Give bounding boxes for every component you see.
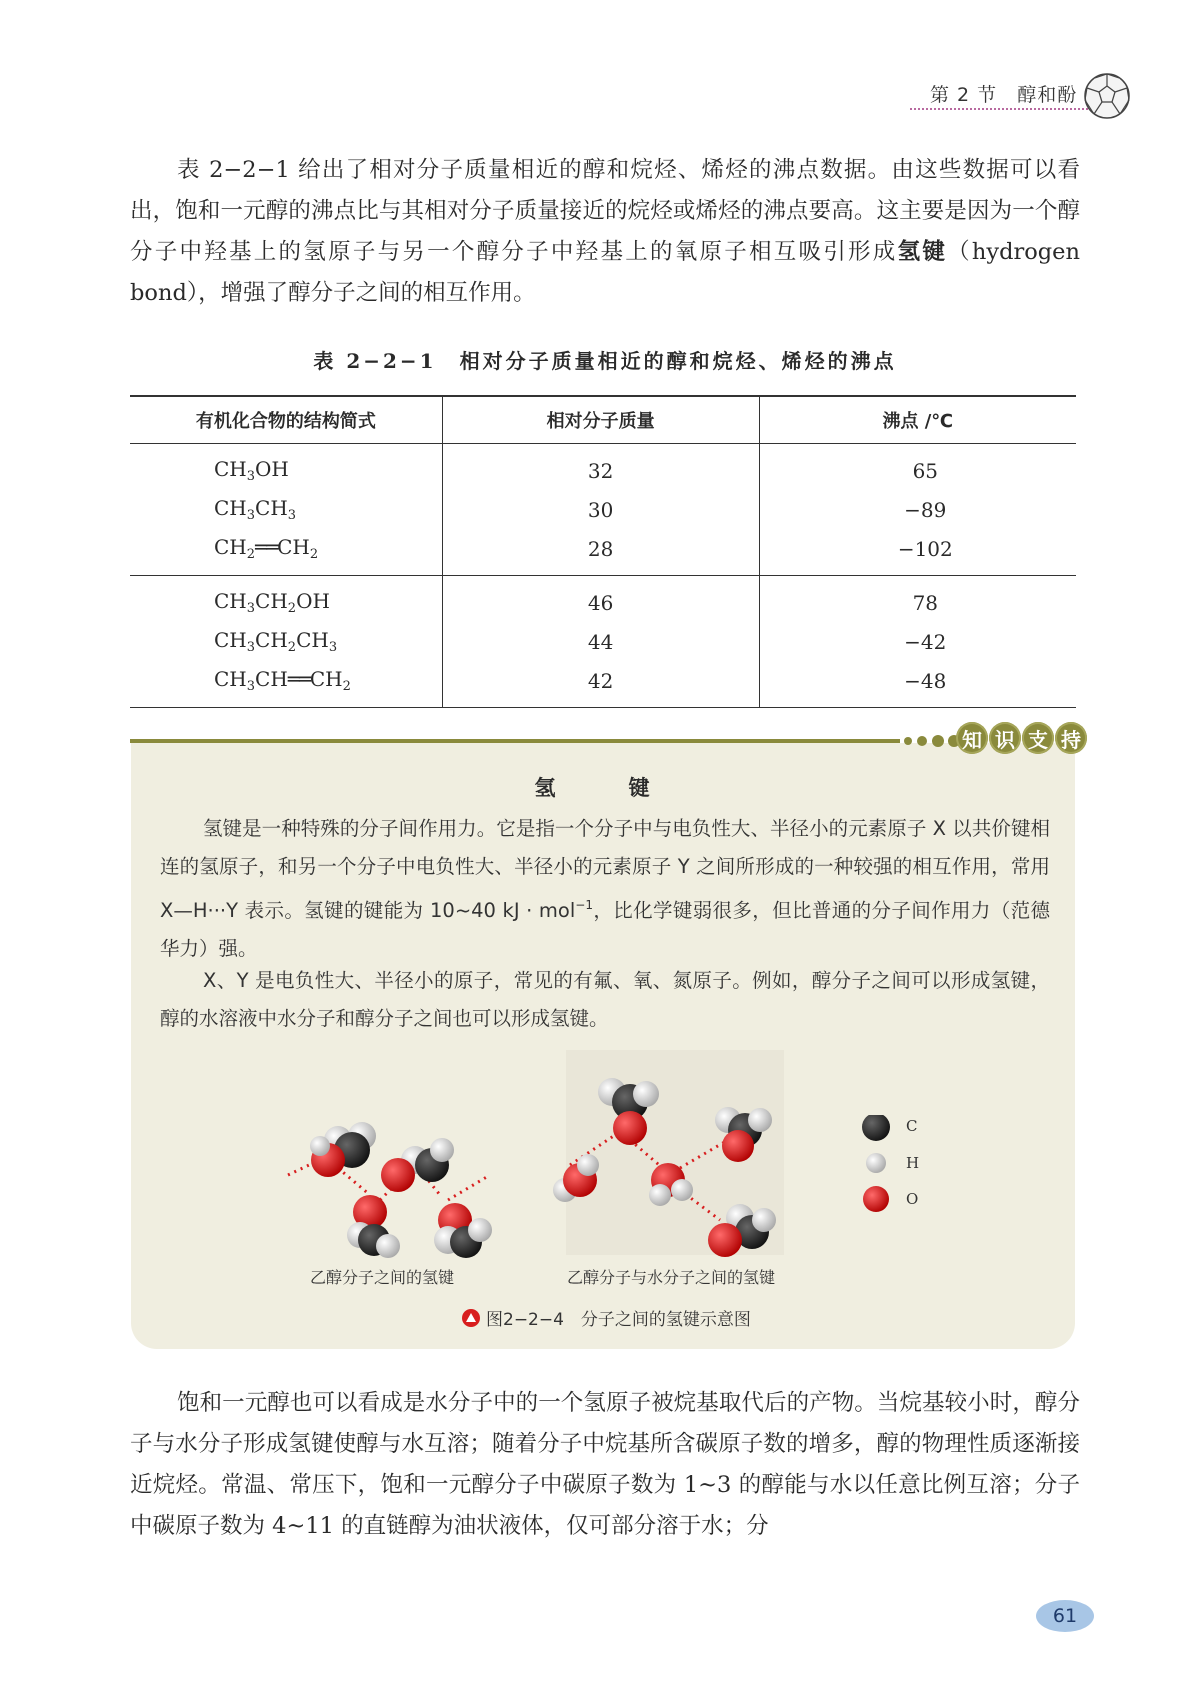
legend-label-c: C (906, 1117, 918, 1135)
knowledge-support-badge: 知 识 支 持 (956, 722, 1087, 754)
bp-cell: −48 (759, 661, 1076, 708)
formula-cell: $CH_3CH_2OH$ (214, 589, 330, 616)
ethanol-molecule-2 (381, 1138, 454, 1192)
fullerene-icon (1083, 72, 1131, 120)
hydrogen-icon (866, 1153, 886, 1173)
formula-cell: $CH_2══CH_2$ (130, 529, 442, 576)
table-row (130, 490, 1076, 529)
boiling-point-table (130, 395, 1076, 708)
table-row (130, 576, 1076, 623)
support-paragraph-1: 氢键是一种特殊的分子间作用力。它是指一个分子中与电负性大、半径小的元素原子 X 以共价键相连的氢原子，和另一个分子中电负性大、半径小的元素原子 Y 之间所形成的一种较强的相互作用，常用 X—H···Y 表示。氢键的键能为 10~40 kJ · mol$^{-1}$，比化学键弱很多，但比普通的分子间作用力（范德华力）强。 (160, 817, 1050, 960)
figure-left-caption: 乙醇分子之间的氢键 (310, 1268, 455, 1287)
table-row (130, 622, 1076, 661)
hydrogen-bond-figure (270, 1050, 810, 1290)
bp-cell: 78 (759, 576, 1076, 623)
bp-cell: −42 (759, 622, 1076, 661)
col-formula-header: 有机化合物的结构简式 (130, 396, 442, 444)
legend-label-o: O (906, 1190, 919, 1208)
table-caption: 表 2−2−1 相对分子质量相近的醇和烷烃、烯烃的沸点 (313, 349, 897, 373)
support-paragraph-2: X、Y 是电负性大、半径小的原子，常见的有氟、氧、氮原子。例如，醇分子之间可以形成氢键，醇的水溶液中水分子和醇分子之间也可以形成氢键。 (160, 969, 1050, 1030)
formula-cell: $CH_3CH══CH_2$ (130, 661, 442, 708)
section-title: 第 2 节 醇和酚 (930, 84, 1078, 106)
table-row (130, 529, 1076, 576)
mass-cell: 30 (442, 490, 759, 529)
formula-cell: $CH_3OH$ (214, 457, 289, 484)
mass-cell: 42 (442, 661, 759, 708)
col-bp-header: 沸点 /℃ (759, 396, 1076, 444)
table-row (130, 661, 1076, 708)
intro-paragraph: 表 2−2−1 给出了相对分子质量相近的醇和烷烃、烯烃的沸点数据。由这些数据可以看出，饱和一元醇的沸点比与其相对分子质量接近的烷烃或烯烃的沸点要高。这主要是因为一个醇分子中羟基上的氢原子与另一个醇分子中羟基上的氧原子相互吸引形成氢键（hydrogen bond），增强了醇分子之间的相互作用。 (130, 157, 1080, 306)
col-mass-header: 相对分子质量 (442, 396, 759, 444)
table-header-row (130, 396, 1076, 444)
closing-paragraph: 饱和一元醇也可以看成是水分子中的一个氢原子被烷基取代后的产物。当烷基较小时，醇分子与水分子形成氢键使醇与水互溶；随着分子中烷基所含碳原子数的增多，醇的物理性质逐渐接近烷烃。常温、常压下，饱和一元醇分子中碳原子数为 1~3 的醇能与水以任意比例互溶；分子中碳原子数为 4~11 的直链醇为油状液体，仅可部分溶于水；分 (130, 1390, 1080, 1539)
support-divider (130, 739, 900, 743)
mass-cell: 28 (442, 529, 759, 576)
carbon-icon (862, 1115, 890, 1141)
atom-legend (860, 1115, 940, 1225)
header-dotted-line (910, 108, 1100, 110)
bp-cell: 65 (759, 444, 1076, 491)
formula-cell: $CH_3CH_2CH_3$ (214, 628, 338, 655)
oxygen-icon (863, 1186, 889, 1212)
figure-caption: 图2−2−4 分子之间的氢键示意图 (462, 1305, 751, 1330)
mass-cell: 46 (442, 576, 759, 623)
ethanol-molecule-3 (347, 1195, 400, 1258)
bp-cell: −102 (759, 529, 1076, 576)
mass-cell: 32 (442, 444, 759, 491)
mass-cell: 44 (442, 622, 759, 661)
figure-marker-icon (462, 1309, 480, 1327)
page-number: 61 (1036, 1600, 1094, 1632)
formula-cell: $CH_3CH_3$ (214, 496, 297, 523)
ethanol-molecule-4 (434, 1203, 492, 1258)
support-title: 氢 键 (534, 775, 676, 800)
ethanol-molecule-1 (310, 1122, 376, 1177)
table-row (130, 444, 1076, 491)
legend-label-h: H (906, 1154, 920, 1172)
bp-cell: −89 (759, 490, 1076, 529)
support-dots-icon (900, 730, 960, 752)
hydrogen-bond-term: 氢键 (897, 239, 948, 265)
figure-right-caption: 乙醇分子与水分子之间的氢键 (567, 1268, 776, 1287)
